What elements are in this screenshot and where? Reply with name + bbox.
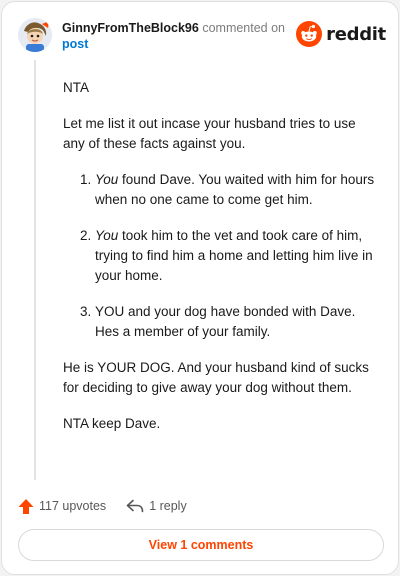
list-item-emphasis: You	[95, 172, 119, 187]
list-item	[95, 170, 381, 210]
author-line	[62, 20, 285, 36]
comment-header	[18, 18, 388, 54]
comment-card	[1, 1, 399, 575]
author-action: commented on	[202, 21, 286, 35]
comment-body	[63, 78, 381, 450]
brand-wordmark: reddit	[326, 23, 386, 45]
reply-control[interactable]	[126, 499, 187, 513]
list-item-text: YOU and your dog have bonded with Dave. Hes a member of your family.	[95, 304, 356, 339]
thread-line[interactable]	[34, 60, 36, 480]
post-link[interactable]: post	[62, 37, 89, 51]
list-item	[95, 226, 381, 286]
upvote-arrow-icon[interactable]	[18, 498, 34, 515]
comment-paragraph: NTA	[63, 80, 89, 95]
author-name[interactable]: GinnyFromTheBlock96	[62, 21, 199, 35]
reply-count: 1 reply	[149, 499, 187, 513]
comment-paragraph: Let me list it out incase your husband tries to use any of these facts against you.	[63, 116, 356, 151]
reddit-logo-icon	[296, 21, 322, 47]
list-item	[95, 302, 381, 342]
view-comments-button[interactable]: View 1 comments	[18, 529, 384, 561]
avatar-icon[interactable]	[18, 18, 52, 52]
comment-paragraph: He is YOUR DOG. And your husband kind of sucks for deciding to give away your dog without them.	[63, 360, 369, 395]
upvote-control[interactable]	[18, 498, 106, 515]
reply-arrow-icon[interactable]	[126, 499, 144, 513]
list-item-text: found Dave. You waited with him for hours when no one came to come get him.	[95, 172, 375, 207]
comment-list	[63, 170, 381, 342]
list-item-emphasis: You	[95, 228, 119, 243]
upvote-count: 117 upvotes	[39, 499, 107, 513]
list-item-text: took him to the vet and took care of him, trying to find him a home and letting him live in your home.	[95, 228, 373, 283]
comment-paragraph: NTA keep Dave.	[63, 416, 161, 431]
reddit-logo[interactable]	[296, 20, 386, 48]
comment-footer	[18, 494, 187, 518]
